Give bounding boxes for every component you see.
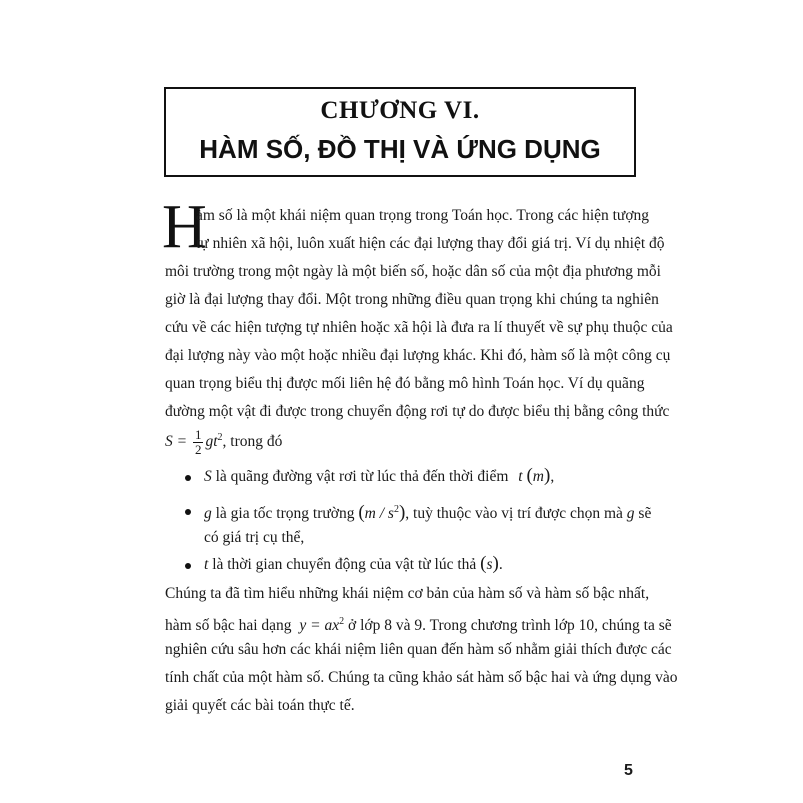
intro-line-1: àm số là một khái niệm quan trọng trong Toán học. Trong các hiện tượng — [196, 207, 650, 224]
bullet-2-text: là gia tốc trọng trường — [215, 505, 355, 523]
bullet-3-unit: s — [486, 556, 493, 573]
drop-cap: H — [162, 193, 207, 261]
bullet-2: g là gia tốc trọng trường $(m / s^2)$, tuỳ thuộc vào vị trí được chọn mà g sẽ — [204, 502, 652, 524]
bullet-2-unit: m / s — [364, 505, 394, 523]
formula-rhs: gt — [205, 433, 218, 451]
intro-line-3: môi trường trong một ngày là một biến số, hoặc dân số của một địa phương mỗi — [165, 263, 661, 280]
page-number: 5 — [624, 762, 633, 779]
outro-line-3: nghiên cứu sâu hơn các khái niệm liên quan đến hàm số nhằm giải thích được các — [165, 641, 672, 658]
bullet-dot-1 — [185, 475, 191, 481]
bullet-3-end: . — [498, 556, 503, 573]
bullet-3: t là thời gian chuyển động của vật từ lúc thả (s). — [204, 553, 503, 574]
formula-lhs: S = — [165, 433, 188, 451]
formula-tail: , trong đó — [222, 433, 283, 451]
outro-formula-exp: 2 — [339, 616, 345, 627]
intro-line-4: giờ là đại lượng thay đổi. Một trong những điều quan trọng khi chúng ta nghiên — [165, 291, 659, 308]
bullet-2-text3: sẽ — [638, 505, 652, 523]
chapter-heading-box — [164, 87, 636, 177]
bullet-1-var: S — [204, 468, 212, 485]
formula-line — [165, 428, 637, 457]
intro-line-2: tự nhiên xã hội, luôn xuất hiện các đại lượng thay đổi giá trị. Ví dụ nhiệt độ — [196, 235, 665, 252]
bullet-3-var: t — [204, 556, 209, 573]
bullet-dot-3 — [185, 563, 191, 569]
chapter-number: CHƯƠNG VI. — [320, 97, 480, 124]
intro-line-8: đường một vật đi được trong chuyển động rơi tự do được biểu thị bằng công thức — [165, 403, 670, 420]
outro-line-2-a: hàm số bậc hai dạng — [165, 617, 292, 635]
chapter-title: HÀM SỐ, ĐỒ THỊ VÀ ỨNG DỤNG — [199, 134, 601, 164]
outro-line-1: Chúng ta đã tìm hiểu những khái niệm cơ bản của hàm số và hàm số bậc nhất, — [165, 585, 650, 602]
bullet-2-var: g — [204, 505, 212, 523]
outro-line-5: giải quyết các bài toán thực tế. — [165, 697, 355, 714]
bullet-2-var2: g — [626, 505, 635, 523]
bullet-dot-2 — [185, 509, 191, 515]
outro-formula: y = ax — [299, 617, 340, 635]
bullet-1-unit: m — [532, 468, 544, 485]
intro-line-5: cứu về các hiện tượng tự nhiên hoặc xã hội là đưa ra lí thuyết về sự phụ thuộc của — [165, 319, 673, 336]
bullet-2-line-2: có giá trị cụ thể, — [204, 529, 305, 546]
bullet-2-unit-exp: 2 — [393, 504, 399, 515]
formula-fraction — [193, 428, 204, 457]
fraction-numerator: 1 — [194, 427, 202, 443]
bullet-1-text: là quãng đường vật rơi từ lúc thả đến thời điểm — [215, 468, 509, 485]
bullet-3-text: là thời gian chuyển động của vật từ lúc thả — [212, 556, 477, 573]
bullet-1-var2: t — [518, 468, 523, 485]
bullet-1: S là quãng đường vật rơi từ lúc thả đến thời điểm t (m), — [204, 465, 555, 486]
outro-line-2 — [165, 612, 672, 636]
formula-exponent: 2 — [217, 432, 223, 443]
intro-line-7: quan trọng biểu thị được mối liên hệ đó bằng mô hình Toán học. Ví dụ quãng — [165, 375, 645, 392]
outro-line-2-b: ở lớp 8 và 9. Trong chương trình lớp 10, chúng ta sẽ — [348, 617, 672, 635]
intro-line-6: đại lượng này vào một hoặc nhiều đại lượng khác. Khi đó, hàm số là một công cụ — [165, 347, 671, 364]
fraction-denominator: 2 — [194, 442, 202, 458]
bullet-1-end: , — [550, 468, 555, 485]
outro-line-4: tính chất của một hàm số. Chúng ta cũng khảo sát hàm số bậc hai và ứng dụng vào — [165, 669, 678, 686]
bullet-2-text2: , tuỳ thuộc vào vị trí được chọn mà — [405, 505, 623, 523]
